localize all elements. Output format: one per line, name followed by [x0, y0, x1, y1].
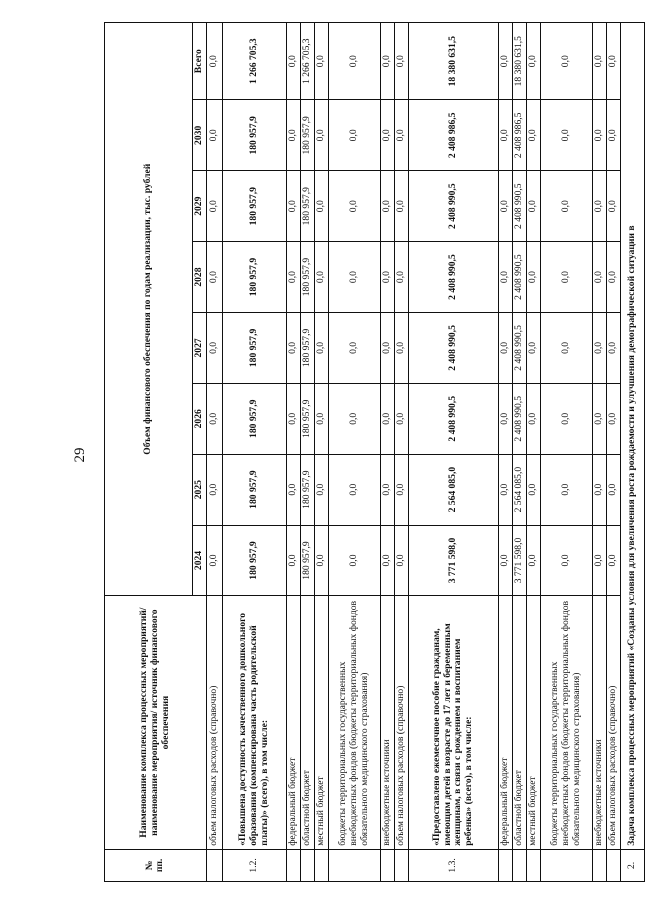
value-cell: 0,0	[380, 171, 394, 242]
value-cell: 0,0	[606, 171, 620, 242]
value-cell: 18 380 631,5	[512, 23, 526, 100]
value-cell: 180 957,9	[300, 454, 314, 525]
value-cell: 0,0	[314, 100, 328, 171]
value-cell: 0,0	[394, 312, 408, 383]
table-row	[314, 23, 328, 882]
value-cell: 2 408 986,5	[408, 100, 498, 171]
row-name: «Предоставлено ежемесячное пособие гражданам, имеющим детей в возрасте до 17 лет и беременным женщинам, в связи с рождением и воспитанием ребенка» (всего), в том числе:	[408, 596, 498, 849]
value-cell: 0,0	[394, 100, 408, 171]
value-cell: 0,0	[540, 525, 592, 596]
row-number	[300, 849, 314, 881]
row-number: 1.2.	[222, 849, 286, 881]
value-cell: 0,0	[394, 454, 408, 525]
value-cell: 0,0	[526, 312, 540, 383]
value-cell: 0,0	[206, 312, 222, 383]
value-cell: 0,0	[206, 525, 222, 596]
value-cell: 0,0	[526, 171, 540, 242]
value-cell: 0,0	[540, 454, 592, 525]
value-cell: 2 564 085,0	[408, 454, 498, 525]
value-cell: 0,0	[394, 383, 408, 454]
value-cell: 0,0	[540, 242, 592, 313]
table-row	[526, 23, 540, 882]
header-year: 2025	[193, 454, 207, 525]
value-cell: 0,0	[606, 383, 620, 454]
table-row	[408, 23, 498, 882]
table-row	[592, 23, 606, 882]
value-cell: 0,0	[498, 100, 512, 171]
row-number	[526, 849, 540, 881]
value-cell: 0,0	[606, 312, 620, 383]
table-row	[606, 23, 620, 882]
value-cell: 0,0	[328, 454, 380, 525]
value-cell: 180 957,9	[300, 525, 314, 596]
financing-table	[104, 22, 645, 882]
value-cell: 0,0	[526, 383, 540, 454]
value-cell: 2 408 990,5	[408, 312, 498, 383]
value-cell: 0,0	[314, 525, 328, 596]
row-name: федеральный бюджет	[286, 596, 300, 849]
value-cell: 0,0	[592, 454, 606, 525]
value-cell: 2 408 990,5	[512, 312, 526, 383]
task-number: 2.	[620, 849, 644, 881]
value-cell: 0,0	[394, 171, 408, 242]
value-cell: 0,0	[314, 171, 328, 242]
value-cell: 0,0	[498, 525, 512, 596]
value-cell: 0,0	[206, 171, 222, 242]
value-cell: 0,0	[206, 23, 222, 100]
document-table-area	[104, 22, 637, 882]
value-cell: 180 957,9	[222, 171, 286, 242]
value-cell: 0,0	[328, 100, 380, 171]
value-cell: 2 408 990,5	[408, 242, 498, 313]
table-row	[300, 23, 314, 882]
header-year: 2028	[193, 242, 207, 313]
row-name: бюджеты территориальных государственных внебюджетных фондов (бюджеты территориальных фондов обязательного медицинского страхования)	[328, 596, 380, 849]
header-year: 2024	[193, 525, 207, 596]
value-cell: 0,0	[206, 383, 222, 454]
value-cell: 0,0	[540, 171, 592, 242]
header-name: Наименование комплекса процессных мероприятий/наименование мероприятия/ источник финансового обеспечения	[105, 596, 207, 849]
row-name: объем налоговых расходов (справочно)	[606, 596, 620, 849]
value-cell: 0,0	[314, 242, 328, 313]
row-name: внебюджетные источники	[380, 596, 394, 849]
task-text: Задача комплекса процессных мероприятий «Созданы условия для увеличения роста рождаемости и улучшения демографической ситуации в	[620, 23, 644, 850]
value-cell: 180 957,9	[300, 242, 314, 313]
value-cell: 0,0	[286, 171, 300, 242]
row-number: 1.3.	[408, 849, 498, 881]
value-cell: 1 266 705,3	[300, 23, 314, 100]
row-name: бюджеты территориальных государственных внебюджетных фондов (бюджеты территориальных фондов обязательного медицинского страхования)	[540, 596, 592, 849]
value-cell: 0,0	[314, 383, 328, 454]
rotated-table-container	[104, 22, 637, 882]
value-cell: 0,0	[286, 454, 300, 525]
value-cell: 180 957,9	[300, 383, 314, 454]
value-cell: 2 408 986,5	[512, 100, 526, 171]
row-name: областной бюджет	[512, 596, 526, 849]
value-cell: 0,0	[314, 23, 328, 100]
value-cell: 0,0	[592, 383, 606, 454]
value-cell: 0,0	[540, 100, 592, 171]
value-cell: 0,0	[286, 100, 300, 171]
value-cell: 0,0	[526, 100, 540, 171]
value-cell: 0,0	[540, 383, 592, 454]
value-cell: 0,0	[526, 525, 540, 596]
value-cell: 0,0	[394, 242, 408, 313]
value-cell: 180 957,9	[222, 454, 286, 525]
table-row	[498, 23, 512, 882]
value-cell: 2 564 085,0	[512, 454, 526, 525]
row-number	[206, 849, 222, 881]
value-cell: 0,0	[380, 383, 394, 454]
row-name: объем налоговых расходов (справочно)	[394, 596, 408, 849]
row-number	[380, 849, 394, 881]
value-cell: 2 408 990,5	[408, 383, 498, 454]
value-cell: 3 771 598,0	[408, 525, 498, 596]
value-cell: 0,0	[286, 312, 300, 383]
row-name: местный бюджет	[526, 596, 540, 849]
value-cell: 0,0	[606, 242, 620, 313]
value-cell: 0,0	[328, 171, 380, 242]
header-year: 2029	[193, 171, 207, 242]
value-cell: 180 957,9	[222, 312, 286, 383]
table-row	[540, 23, 592, 882]
table-row	[394, 23, 408, 882]
header-year: 2027	[193, 312, 207, 383]
value-cell: 2 408 990,5	[512, 383, 526, 454]
value-cell: 0,0	[328, 312, 380, 383]
value-cell: 180 957,9	[300, 100, 314, 171]
page-number: 29	[72, 447, 88, 463]
value-cell: 2 408 990,5	[512, 171, 526, 242]
row-name: местный бюджет	[314, 596, 328, 849]
value-cell: 0,0	[328, 383, 380, 454]
value-cell: 0,0	[328, 242, 380, 313]
value-cell: 0,0	[592, 100, 606, 171]
value-cell: 0,0	[592, 171, 606, 242]
value-cell: 0,0	[380, 525, 394, 596]
value-cell: 0,0	[380, 454, 394, 525]
value-cell: 2 408 990,5	[512, 242, 526, 313]
row-number	[592, 849, 606, 881]
header-number: № пп.	[105, 849, 207, 881]
value-cell: 0,0	[498, 23, 512, 100]
value-cell: 0,0	[206, 454, 222, 525]
value-cell: 0,0	[526, 454, 540, 525]
value-cell: 0,0	[592, 312, 606, 383]
value-cell: 0,0	[286, 242, 300, 313]
value-cell: 0,0	[328, 23, 380, 100]
value-cell: 0,0	[498, 383, 512, 454]
value-cell: 0,0	[314, 454, 328, 525]
value-cell: 0,0	[592, 23, 606, 100]
value-cell: 0,0	[498, 171, 512, 242]
value-cell: 0,0	[540, 23, 592, 100]
value-cell: 0,0	[380, 100, 394, 171]
value-cell: 0,0	[206, 100, 222, 171]
value-cell: 0,0	[206, 242, 222, 313]
header-year: Всего	[193, 23, 207, 100]
value-cell: 0,0	[526, 23, 540, 100]
table-row	[222, 23, 286, 882]
value-cell: 0,0	[380, 242, 394, 313]
value-cell: 180 957,9	[222, 525, 286, 596]
table-row	[206, 23, 222, 882]
value-cell: 3 771 598,0	[512, 525, 526, 596]
row-number	[394, 849, 408, 881]
header-financing: Объем финансового обеспечения по годам реализации, тыс. рублей	[105, 23, 193, 596]
row-name: внебюджетные источники	[592, 596, 606, 849]
value-cell: 180 957,9	[300, 171, 314, 242]
value-cell: 0,0	[592, 242, 606, 313]
value-cell: 0,0	[314, 312, 328, 383]
row-name: «Повышена доступность качественного дошкольного образования (компенсирована часть родительской платы)» (всего), в том числе:	[222, 596, 286, 849]
row-name: федеральный бюджет	[498, 596, 512, 849]
value-cell: 0,0	[498, 454, 512, 525]
value-cell: 0,0	[380, 312, 394, 383]
value-cell: 0,0	[606, 454, 620, 525]
header-year: 2026	[193, 383, 207, 454]
row-number	[512, 849, 526, 881]
row-number	[606, 849, 620, 881]
table-row	[328, 23, 380, 882]
value-cell: 18 380 631,5	[408, 23, 498, 100]
row-number	[286, 849, 300, 881]
task-row	[620, 23, 644, 882]
table-row	[380, 23, 394, 882]
row-number	[328, 849, 380, 881]
value-cell: 0,0	[498, 242, 512, 313]
value-cell: 0,0	[606, 100, 620, 171]
header-year: 2030	[193, 100, 207, 171]
value-cell: 0,0	[380, 23, 394, 100]
value-cell: 180 957,9	[222, 383, 286, 454]
value-cell: 1 266 705,3	[222, 23, 286, 100]
row-number	[314, 849, 328, 881]
value-cell: 0,0	[592, 525, 606, 596]
value-cell: 180 957,9	[300, 312, 314, 383]
row-number	[498, 849, 512, 881]
value-cell: 0,0	[286, 23, 300, 100]
row-number	[540, 849, 592, 881]
value-cell: 0,0	[606, 525, 620, 596]
value-cell: 0,0	[328, 525, 380, 596]
value-cell: 2 408 990,5	[408, 171, 498, 242]
value-cell: 0,0	[498, 312, 512, 383]
row-name: областной бюджет	[300, 596, 314, 849]
value-cell: 180 957,9	[222, 242, 286, 313]
value-cell: 0,0	[286, 525, 300, 596]
table-row	[512, 23, 526, 882]
value-cell: 0,0	[286, 383, 300, 454]
value-cell: 0,0	[394, 525, 408, 596]
value-cell: 0,0	[394, 23, 408, 100]
value-cell: 180 957,9	[222, 100, 286, 171]
row-name: объем налоговых расходов (справочно)	[206, 596, 222, 849]
value-cell: 0,0	[606, 23, 620, 100]
value-cell: 0,0	[540, 312, 592, 383]
value-cell: 0,0	[526, 242, 540, 313]
table-row	[286, 23, 300, 882]
